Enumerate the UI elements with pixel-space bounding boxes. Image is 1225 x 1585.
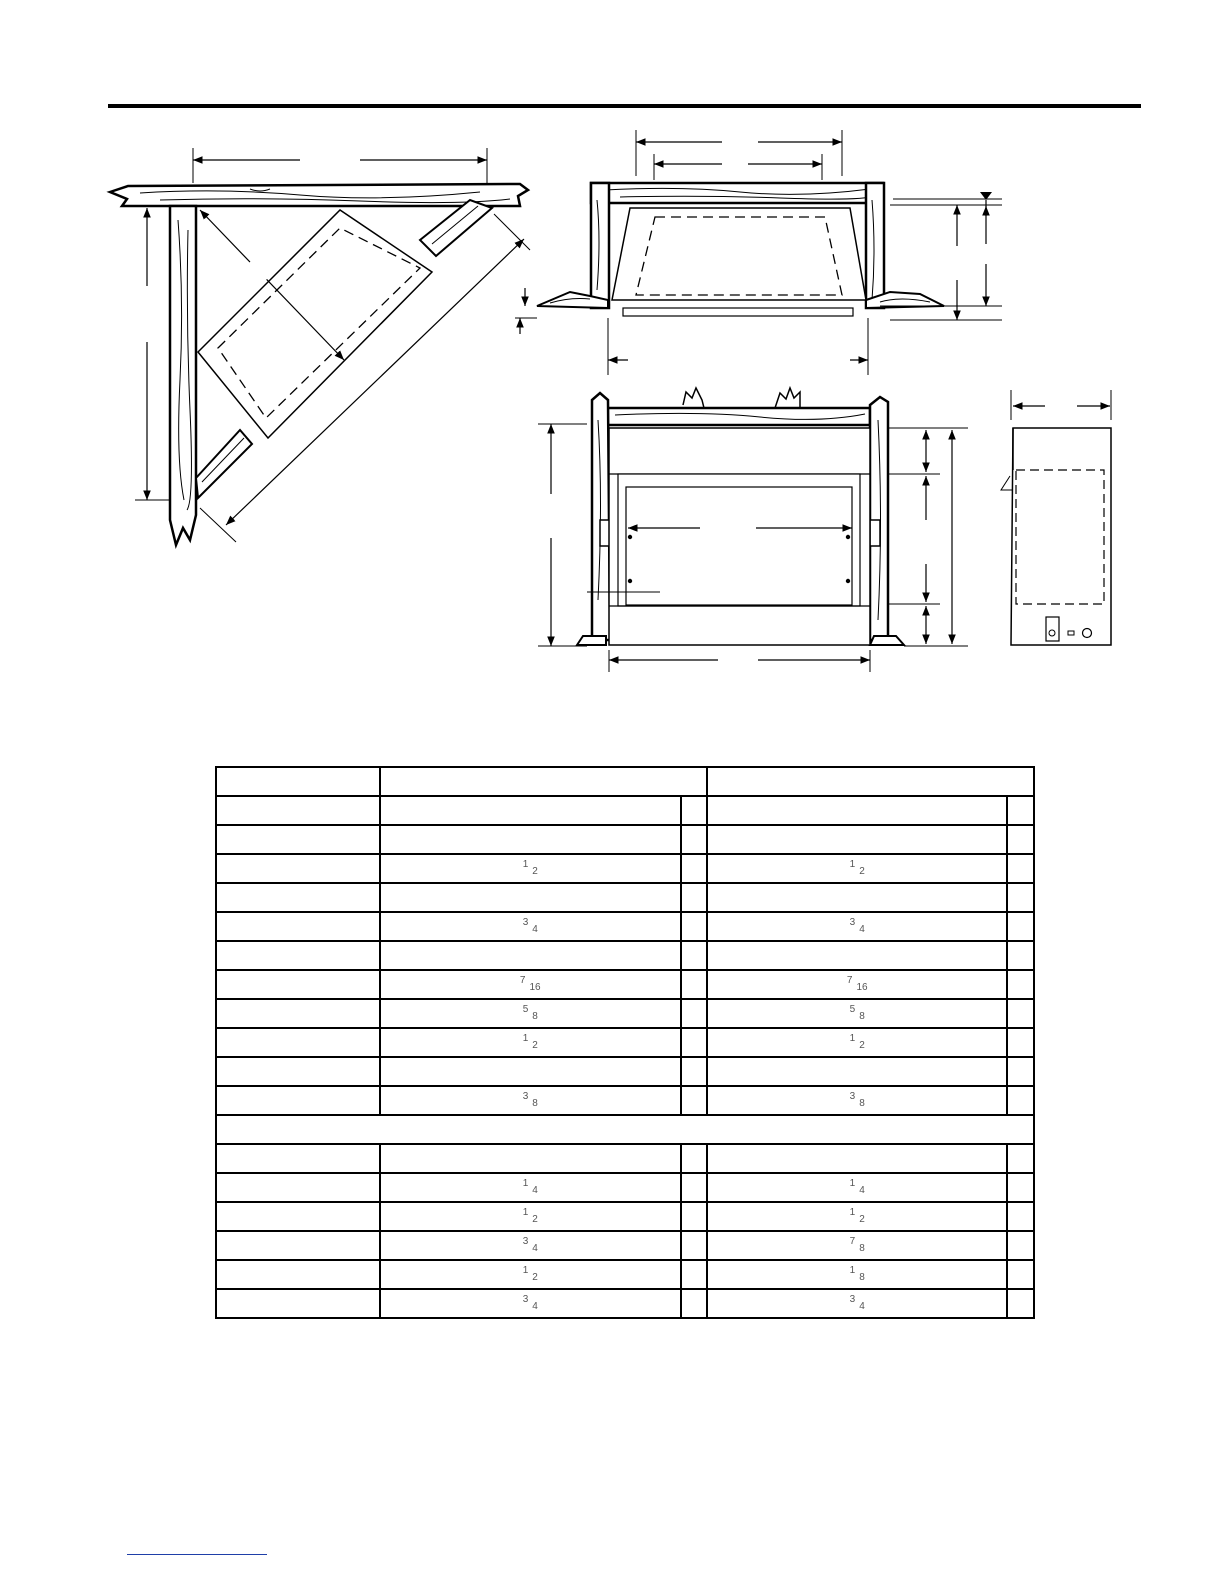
table-cell <box>380 999 681 1028</box>
fraction-denominator: 16 <box>856 981 868 993</box>
fraction-numerator: 1 <box>522 1264 529 1276</box>
table-cell <box>681 970 707 999</box>
fraction-numerator: 3 <box>849 916 856 928</box>
fraction <box>522 1003 538 1022</box>
table-cell <box>216 912 380 941</box>
table-row <box>216 883 1034 912</box>
table-cell <box>681 1057 707 1086</box>
fraction <box>849 1032 865 1051</box>
fraction-numerator: 1 <box>849 1206 856 1218</box>
front-elevation <box>538 388 968 672</box>
fraction-denominator: 4 <box>532 1184 538 1196</box>
fraction-numerator: 3 <box>522 1235 529 1247</box>
fraction <box>522 1293 538 1312</box>
fraction-denominator: 4 <box>532 923 538 935</box>
fraction-denominator: 2 <box>532 1271 538 1283</box>
table-cell <box>1007 1202 1034 1231</box>
table-cell <box>681 912 707 941</box>
table-cell <box>216 1115 1034 1144</box>
table-row <box>216 825 1034 854</box>
fraction <box>522 1177 538 1196</box>
table-row <box>216 912 1034 941</box>
fraction <box>849 858 865 877</box>
fraction-numerator: 1 <box>849 858 856 870</box>
fraction-numerator: 1 <box>522 1032 529 1044</box>
fraction-denominator: 2 <box>532 1213 538 1225</box>
table-cell <box>216 1028 380 1057</box>
table-cell <box>380 1260 681 1289</box>
fraction-numerator: 5 <box>522 1003 529 1015</box>
fraction-numerator: 1 <box>522 858 529 870</box>
table-cell <box>380 883 681 912</box>
fraction-numerator: 1 <box>849 1264 856 1276</box>
table-cell <box>216 999 380 1028</box>
table-cell <box>216 1057 380 1086</box>
table-cell <box>380 1173 681 1202</box>
table-row <box>216 999 1034 1028</box>
table-cell <box>707 1231 1008 1260</box>
side-elevation <box>1001 390 1111 645</box>
fraction-numerator: 7 <box>519 974 526 986</box>
table-cell <box>1007 970 1034 999</box>
fraction-denominator: 8 <box>532 1097 538 1109</box>
fraction <box>849 916 865 935</box>
table-cell <box>1007 1260 1034 1289</box>
fraction-denominator: 16 <box>529 981 541 993</box>
table-row <box>216 1028 1034 1057</box>
fraction-numerator: 1 <box>849 1177 856 1189</box>
sub-header-row <box>216 796 1034 825</box>
fraction-denominator: 2 <box>532 1039 538 1051</box>
table-cell <box>380 767 707 796</box>
fraction <box>522 916 538 935</box>
fraction-numerator: 3 <box>522 1090 529 1102</box>
table-cell <box>681 1028 707 1057</box>
table-row <box>216 1057 1034 1086</box>
dimensions-table <box>215 766 1035 1319</box>
fraction <box>522 1032 538 1051</box>
fraction-denominator: 8 <box>859 1271 865 1283</box>
table-cell <box>1007 883 1034 912</box>
fraction-numerator: 3 <box>522 1293 529 1305</box>
fraction <box>522 1235 538 1254</box>
fraction <box>522 1206 538 1225</box>
fraction-denominator: 4 <box>859 923 865 935</box>
fraction <box>849 1003 865 1022</box>
table-cell <box>707 941 1008 970</box>
table-row <box>216 1260 1034 1289</box>
table-cell <box>707 1173 1008 1202</box>
table-cell <box>707 1260 1008 1289</box>
table-row <box>216 970 1034 999</box>
table-cell <box>1007 1028 1034 1057</box>
table-cell <box>216 1231 380 1260</box>
table-cell <box>216 854 380 883</box>
fraction-numerator: 5 <box>849 1003 856 1015</box>
table-cell <box>1007 825 1034 854</box>
fraction-denominator: 2 <box>859 865 865 877</box>
table-cell <box>1007 1057 1034 1086</box>
fraction <box>849 1206 865 1225</box>
table-cell <box>380 1057 681 1086</box>
table-cell <box>707 1202 1008 1231</box>
table-cell <box>1007 1289 1034 1318</box>
fraction-numerator: 3 <box>849 1090 856 1102</box>
table-cell <box>707 854 1008 883</box>
table-cell <box>707 1057 1008 1086</box>
fraction-denominator: 4 <box>859 1300 865 1312</box>
fraction <box>522 858 538 877</box>
table-row <box>216 1231 1034 1260</box>
table-cell <box>380 1086 681 1115</box>
fraction-numerator: 1 <box>522 1206 529 1218</box>
table-cell <box>707 796 1008 825</box>
table-cell <box>707 825 1008 854</box>
table-cell <box>707 912 1008 941</box>
table-cell <box>681 1144 707 1173</box>
front-top-view <box>515 130 1002 375</box>
table-cell <box>681 883 707 912</box>
table-cell <box>380 912 681 941</box>
table-cell <box>707 1289 1008 1318</box>
table-cell <box>681 1289 707 1318</box>
table-cell <box>216 1086 380 1115</box>
table-cell <box>681 1202 707 1231</box>
fraction-numerator: 7 <box>846 974 853 986</box>
table-cell <box>681 1086 707 1115</box>
fraction-denominator: 2 <box>532 865 538 877</box>
table-cell <box>681 1260 707 1289</box>
fraction <box>519 974 541 993</box>
fraction-numerator: 3 <box>522 916 529 928</box>
table-cell <box>681 941 707 970</box>
table-cell <box>216 1289 380 1318</box>
table-cell <box>380 854 681 883</box>
table-cell <box>707 1086 1008 1115</box>
fraction <box>849 1090 865 1109</box>
table-cell <box>1007 1144 1034 1173</box>
table-cell <box>216 1144 380 1173</box>
fraction-numerator: 3 <box>849 1293 856 1305</box>
table-cell <box>380 1144 681 1173</box>
table-cell <box>681 796 707 825</box>
fraction-denominator: 4 <box>859 1184 865 1196</box>
table-cell <box>380 941 681 970</box>
fraction <box>849 1177 865 1196</box>
table-cell <box>1007 1231 1034 1260</box>
fraction-denominator: 2 <box>859 1039 865 1051</box>
table-cell <box>1007 999 1034 1028</box>
table-cell <box>707 1144 1008 1173</box>
fraction-denominator: 4 <box>532 1242 538 1254</box>
fraction-denominator: 4 <box>532 1300 538 1312</box>
table-cell <box>681 825 707 854</box>
table-cell <box>380 1202 681 1231</box>
table-cell <box>380 1289 681 1318</box>
footer-link-underline[interactable] <box>127 1553 267 1555</box>
table-cell <box>216 796 380 825</box>
table-cell <box>380 1028 681 1057</box>
table-cell <box>216 825 380 854</box>
fraction-numerator: 7 <box>849 1235 856 1247</box>
table-cell <box>216 1173 380 1202</box>
group-header-row <box>216 767 1034 796</box>
installation-diagrams <box>0 0 1225 750</box>
table-row <box>216 1202 1034 1231</box>
table-cell <box>1007 1086 1034 1115</box>
table-cell <box>216 883 380 912</box>
fraction <box>849 1293 865 1312</box>
table-row <box>216 854 1034 883</box>
table-cell <box>1007 941 1034 970</box>
table-cell <box>380 796 681 825</box>
table-cell <box>216 767 380 796</box>
table-cell <box>707 767 1034 796</box>
table-cell <box>707 1028 1008 1057</box>
fraction <box>849 1264 865 1283</box>
table-cell <box>1007 854 1034 883</box>
table-cell <box>216 1260 380 1289</box>
table-row <box>216 1144 1034 1173</box>
table-cell <box>216 1202 380 1231</box>
table-cell <box>681 854 707 883</box>
table-cell <box>216 941 380 970</box>
table-cell <box>380 825 681 854</box>
table-cell <box>681 1173 707 1202</box>
fraction-numerator: 1 <box>849 1032 856 1044</box>
corner-top-view <box>110 148 530 545</box>
fraction-denominator: 8 <box>859 1010 865 1022</box>
table-row <box>216 1173 1034 1202</box>
table-cell <box>681 1231 707 1260</box>
table-cell <box>1007 912 1034 941</box>
fraction <box>846 974 868 993</box>
table-row <box>216 1086 1034 1115</box>
fraction <box>849 1235 865 1254</box>
fraction-denominator: 8 <box>859 1242 865 1254</box>
table-cell <box>380 970 681 999</box>
table-row <box>216 1289 1034 1318</box>
table-cell <box>707 883 1008 912</box>
fraction <box>522 1264 538 1283</box>
table-row <box>216 941 1034 970</box>
fraction-denominator: 8 <box>859 1097 865 1109</box>
table-cell <box>1007 1173 1034 1202</box>
table-cell <box>216 970 380 999</box>
section-row <box>216 1115 1034 1144</box>
table-cell <box>707 970 1008 999</box>
fraction-denominator: 8 <box>532 1010 538 1022</box>
fraction-denominator: 2 <box>859 1213 865 1225</box>
fraction-numerator: 1 <box>522 1177 529 1189</box>
fraction <box>522 1090 538 1109</box>
table-cell <box>380 1231 681 1260</box>
table-cell <box>1007 796 1034 825</box>
table-cell <box>707 999 1008 1028</box>
table-cell <box>681 999 707 1028</box>
